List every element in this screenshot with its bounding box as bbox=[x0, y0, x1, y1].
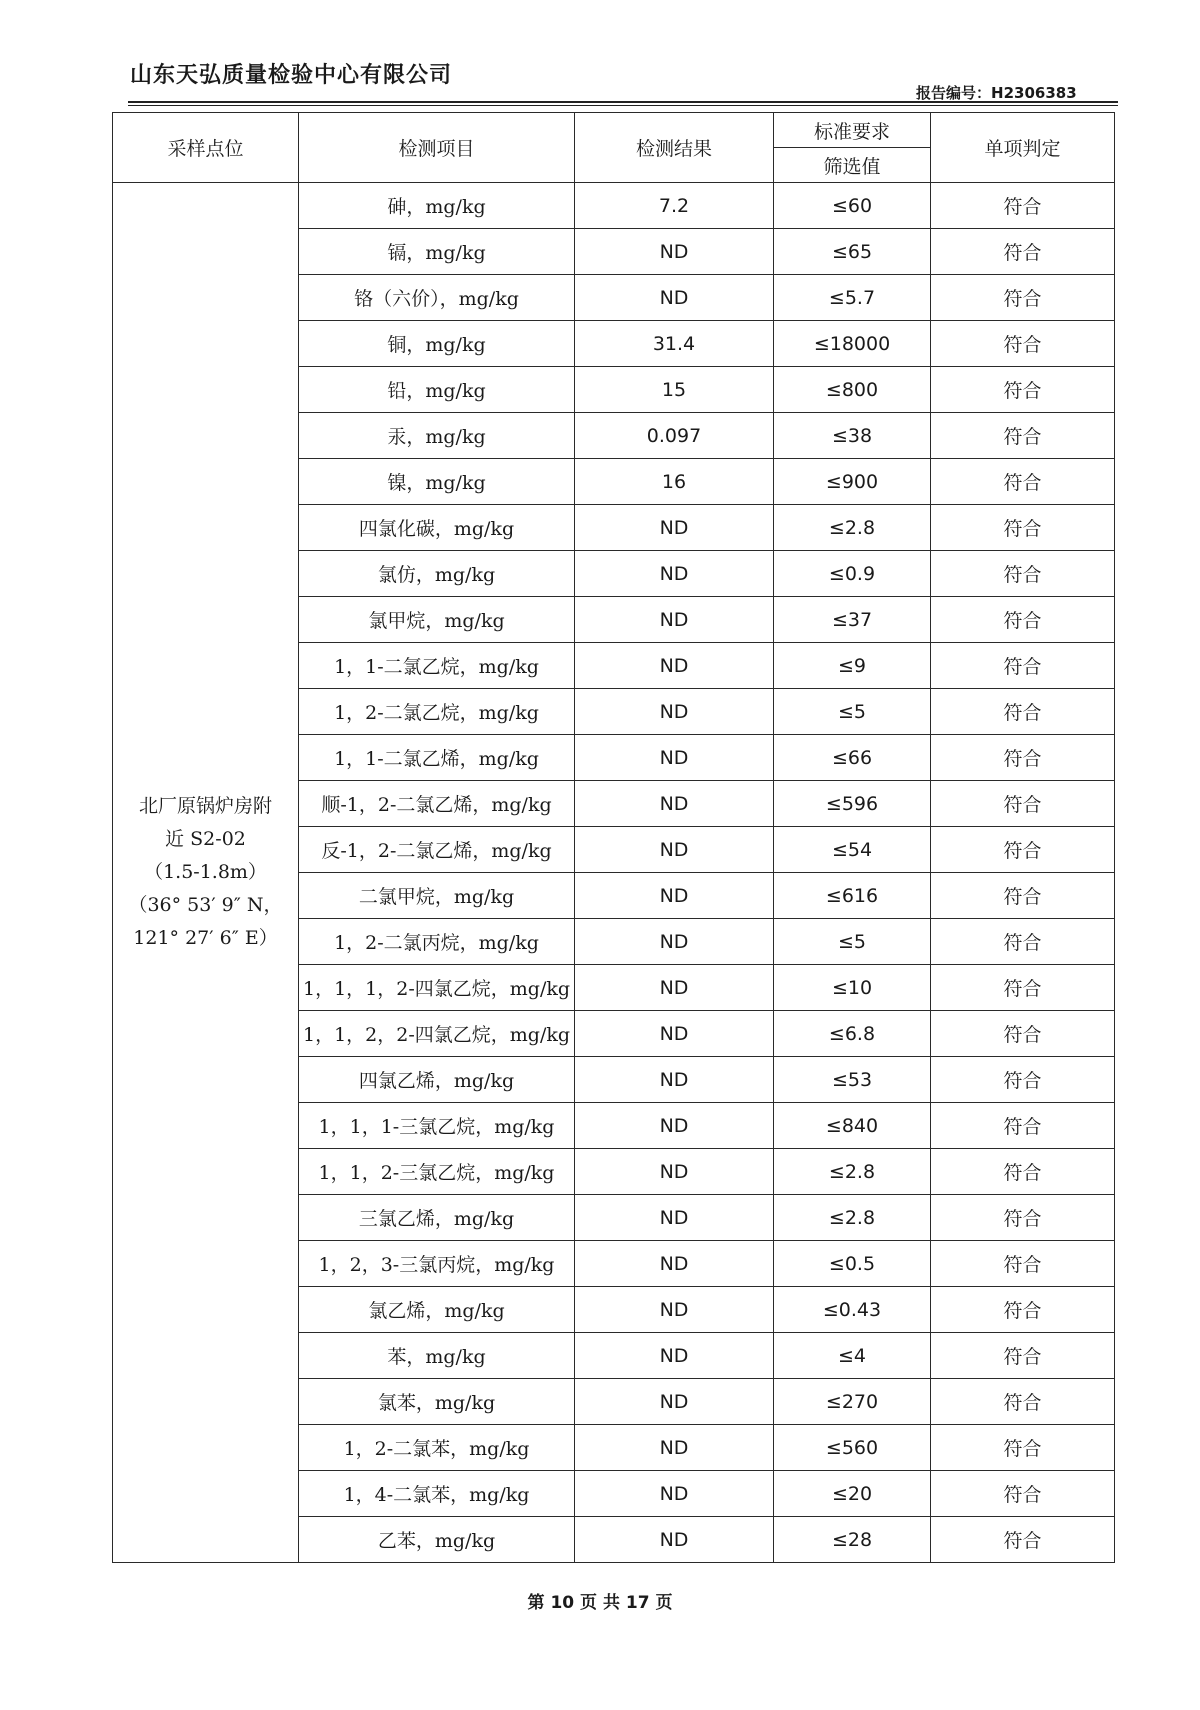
screening-value-cell: ≤596 bbox=[774, 781, 931, 827]
result-cell: ND bbox=[575, 1425, 774, 1471]
result-cell: ND bbox=[575, 873, 774, 919]
judgement-cell: 符合 bbox=[931, 505, 1115, 551]
test-results-table bbox=[112, 112, 1115, 1563]
judgement-cell: 符合 bbox=[931, 1517, 1115, 1563]
judgement-cell: 符合 bbox=[931, 1011, 1115, 1057]
judgement-cell: 符合 bbox=[931, 1379, 1115, 1425]
judgement-cell: 符合 bbox=[931, 1333, 1115, 1379]
result-cell: ND bbox=[575, 781, 774, 827]
judgement-cell: 符合 bbox=[931, 689, 1115, 735]
table-row bbox=[113, 183, 1115, 229]
screening-value-cell: ≤60 bbox=[774, 183, 931, 229]
screening-value-cell: ≤0.9 bbox=[774, 551, 931, 597]
screening-value-cell: ≤2.8 bbox=[774, 505, 931, 551]
test-item-cell: 1，1，1，2-四氯乙烷，mg/kg bbox=[299, 965, 575, 1011]
judgement-cell: 符合 bbox=[931, 275, 1115, 321]
judgement-cell: 符合 bbox=[931, 1149, 1115, 1195]
judgement-cell: 符合 bbox=[931, 1241, 1115, 1287]
judgement-cell: 符合 bbox=[931, 413, 1115, 459]
sampling-site-cell bbox=[113, 183, 299, 1563]
judgement-cell: 符合 bbox=[931, 183, 1115, 229]
result-cell: ND bbox=[575, 643, 774, 689]
judgement-cell: 符合 bbox=[931, 321, 1115, 367]
test-item-cell: 三氯乙烯，mg/kg bbox=[299, 1195, 575, 1241]
sampling-site-line: 121° 27′ 6″ E） bbox=[133, 927, 278, 949]
test-item-cell: 氯苯，mg/kg bbox=[299, 1379, 575, 1425]
screening-value-cell: ≤560 bbox=[774, 1425, 931, 1471]
judgement-cell: 符合 bbox=[931, 597, 1115, 643]
judgement-cell: 符合 bbox=[931, 459, 1115, 505]
test-item-cell: 反-1，2-二氯乙烯，mg/kg bbox=[299, 827, 575, 873]
result-cell: ND bbox=[575, 505, 774, 551]
test-item-cell: 1，1，1-三氯乙烷，mg/kg bbox=[299, 1103, 575, 1149]
result-cell: ND bbox=[575, 1103, 774, 1149]
test-item-cell: 1，4-二氯苯，mg/kg bbox=[299, 1471, 575, 1517]
column-header-result: 检测结果 bbox=[575, 113, 774, 183]
screening-value-cell: ≤37 bbox=[774, 597, 931, 643]
screening-value-cell: ≤53 bbox=[774, 1057, 931, 1103]
sampling-site-line: 近 S2-02 bbox=[165, 828, 246, 850]
test-item-cell: 1，2-二氯丙烷，mg/kg bbox=[299, 919, 575, 965]
test-item-cell: 二氯甲烷，mg/kg bbox=[299, 873, 575, 919]
test-item-cell: 铬（六价），mg/kg bbox=[299, 275, 575, 321]
test-item-cell: 1，1-二氯乙烯，mg/kg bbox=[299, 735, 575, 781]
result-cell: 0.097 bbox=[575, 413, 774, 459]
result-cell: ND bbox=[575, 827, 774, 873]
test-item-cell: 1，1-二氯乙烷，mg/kg bbox=[299, 643, 575, 689]
column-header-item: 检测项目 bbox=[299, 113, 575, 183]
result-cell: ND bbox=[575, 1333, 774, 1379]
result-cell: ND bbox=[575, 1011, 774, 1057]
judgement-cell: 符合 bbox=[931, 1057, 1115, 1103]
page-number: 第 10 页 共 17 页 bbox=[527, 1593, 673, 1613]
test-item-cell: 1，1，2，2-四氯乙烷，mg/kg bbox=[299, 1011, 575, 1057]
result-cell: 7.2 bbox=[575, 183, 774, 229]
column-header-screening: 筛选值 bbox=[774, 148, 931, 183]
judgement-cell: 符合 bbox=[931, 827, 1115, 873]
screening-value-cell: ≤0.5 bbox=[774, 1241, 931, 1287]
result-cell: ND bbox=[575, 229, 774, 275]
judgement-cell: 符合 bbox=[931, 735, 1115, 781]
result-cell: ND bbox=[575, 1517, 774, 1563]
result-cell: ND bbox=[575, 965, 774, 1011]
test-item-cell: 1，2-二氯乙烷，mg/kg bbox=[299, 689, 575, 735]
sampling-site-line: （1.5-1.8m） bbox=[144, 861, 267, 883]
result-cell: ND bbox=[575, 735, 774, 781]
screening-value-cell: ≤28 bbox=[774, 1517, 931, 1563]
judgement-cell: 符合 bbox=[931, 1287, 1115, 1333]
result-cell: ND bbox=[575, 1471, 774, 1517]
column-header-standard: 标准要求 bbox=[774, 113, 931, 148]
judgement-cell: 符合 bbox=[931, 965, 1115, 1011]
screening-value-cell: ≤10 bbox=[774, 965, 931, 1011]
test-item-cell: 1，2-二氯苯，mg/kg bbox=[299, 1425, 575, 1471]
judgement-cell: 符合 bbox=[931, 1425, 1115, 1471]
screening-value-cell: ≤54 bbox=[774, 827, 931, 873]
judgement-cell: 符合 bbox=[931, 873, 1115, 919]
report-number bbox=[916, 82, 1077, 103]
result-cell: ND bbox=[575, 1149, 774, 1195]
screening-value-cell: ≤6.8 bbox=[774, 1011, 931, 1057]
screening-value-cell: ≤5 bbox=[774, 689, 931, 735]
screening-value-cell: ≤900 bbox=[774, 459, 931, 505]
header-rule bbox=[128, 101, 1118, 103]
screening-value-cell: ≤5.7 bbox=[774, 275, 931, 321]
test-item-cell: 四氯乙烯，mg/kg bbox=[299, 1057, 575, 1103]
test-item-cell: 铜，mg/kg bbox=[299, 321, 575, 367]
screening-value-cell: ≤616 bbox=[774, 873, 931, 919]
screening-value-cell: ≤2.8 bbox=[774, 1195, 931, 1241]
sampling-site-line: 北厂原锅炉房附 bbox=[138, 795, 272, 817]
report-number-label: 报告编号： bbox=[916, 84, 992, 102]
screening-value-cell: ≤840 bbox=[774, 1103, 931, 1149]
result-cell: ND bbox=[575, 919, 774, 965]
test-item-cell: 氯甲烷，mg/kg bbox=[299, 597, 575, 643]
test-item-cell: 汞，mg/kg bbox=[299, 413, 575, 459]
test-item-cell: 苯，mg/kg bbox=[299, 1333, 575, 1379]
screening-value-cell: ≤65 bbox=[774, 229, 931, 275]
judgement-cell: 符合 bbox=[931, 229, 1115, 275]
company-name: 山东天弘质量检验中心有限公司 bbox=[130, 63, 453, 88]
test-item-cell: 顺-1，2-二氯乙烯，mg/kg bbox=[299, 781, 575, 827]
judgement-cell: 符合 bbox=[931, 781, 1115, 827]
result-cell: 15 bbox=[575, 367, 774, 413]
result-cell: ND bbox=[575, 275, 774, 321]
result-cell: 16 bbox=[575, 459, 774, 505]
test-item-cell: 镍，mg/kg bbox=[299, 459, 575, 505]
result-cell: ND bbox=[575, 597, 774, 643]
column-header-site: 采样点位 bbox=[113, 113, 299, 183]
result-cell: ND bbox=[575, 551, 774, 597]
screening-value-cell: ≤0.43 bbox=[774, 1287, 931, 1333]
screening-value-cell: ≤38 bbox=[774, 413, 931, 459]
test-item-cell: 乙苯，mg/kg bbox=[299, 1517, 575, 1563]
result-cell: ND bbox=[575, 1287, 774, 1333]
screening-value-cell: ≤5 bbox=[774, 919, 931, 965]
judgement-cell: 符合 bbox=[931, 551, 1115, 597]
screening-value-cell: ≤4 bbox=[774, 1333, 931, 1379]
test-item-cell: 镉，mg/kg bbox=[299, 229, 575, 275]
screening-value-cell: ≤18000 bbox=[774, 321, 931, 367]
judgement-cell: 符合 bbox=[931, 1103, 1115, 1149]
judgement-cell: 符合 bbox=[931, 367, 1115, 413]
table-body bbox=[113, 183, 1115, 1563]
screening-value-cell: ≤270 bbox=[774, 1379, 931, 1425]
test-item-cell: 氯乙烯，mg/kg bbox=[299, 1287, 575, 1333]
test-item-cell: 1，2，3-三氯丙烷，mg/kg bbox=[299, 1241, 575, 1287]
result-cell: ND bbox=[575, 1241, 774, 1287]
judgement-cell: 符合 bbox=[931, 643, 1115, 689]
judgement-cell: 符合 bbox=[931, 1195, 1115, 1241]
test-item-cell: 氯仿，mg/kg bbox=[299, 551, 575, 597]
screening-value-cell: ≤20 bbox=[774, 1471, 931, 1517]
test-item-cell: 四氯化碳，mg/kg bbox=[299, 505, 575, 551]
test-item-cell: 1，1，2-三氯乙烷，mg/kg bbox=[299, 1149, 575, 1195]
judgement-cell: 符合 bbox=[931, 919, 1115, 965]
result-cell: ND bbox=[575, 1379, 774, 1425]
sampling-site-line: （36° 53′ 9″ N， bbox=[128, 894, 283, 916]
result-cell: ND bbox=[575, 1057, 774, 1103]
judgement-cell: 符合 bbox=[931, 1471, 1115, 1517]
report-number-value: H2306383 bbox=[991, 84, 1077, 102]
test-item-cell: 铅，mg/kg bbox=[299, 367, 575, 413]
result-cell: ND bbox=[575, 689, 774, 735]
header-rule-thin bbox=[128, 105, 1118, 106]
screening-value-cell: ≤2.8 bbox=[774, 1149, 931, 1195]
screening-value-cell: ≤800 bbox=[774, 367, 931, 413]
test-item-cell: 砷，mg/kg bbox=[299, 183, 575, 229]
column-header-judgement: 单项判定 bbox=[931, 113, 1115, 183]
result-cell: ND bbox=[575, 1195, 774, 1241]
screening-value-cell: ≤66 bbox=[774, 735, 931, 781]
result-cell: 31.4 bbox=[575, 321, 774, 367]
screening-value-cell: ≤9 bbox=[774, 643, 931, 689]
